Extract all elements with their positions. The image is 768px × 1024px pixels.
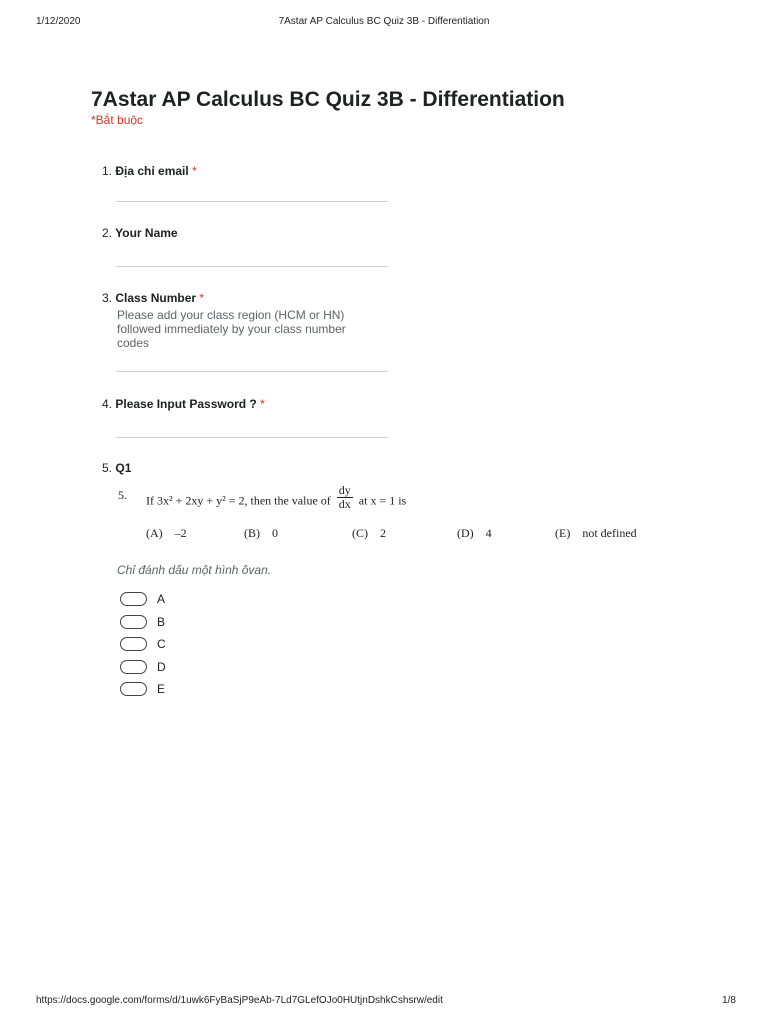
- print-header: [36, 16, 732, 30]
- option-a[interactable]: [120, 588, 166, 611]
- option-b[interactable]: [120, 611, 166, 634]
- password-input[interactable]: [116, 437, 388, 438]
- radio-oval[interactable]: [120, 592, 147, 606]
- choice-letter: (D): [457, 526, 474, 540]
- question-label: [102, 461, 682, 475]
- math-choice: [555, 526, 637, 541]
- question-number: 4.: [102, 397, 113, 411]
- radio-oval[interactable]: [120, 660, 147, 674]
- question-label: [102, 164, 682, 178]
- choice-value: –2: [174, 526, 187, 540]
- question-title: Class Number: [115, 291, 197, 305]
- form-title: 7Astar AP Calculus BC Quiz 3B - Differentiation: [91, 88, 565, 111]
- math-problem-number: 5.: [118, 488, 127, 502]
- radio-oval[interactable]: [120, 682, 147, 696]
- math-choice: [146, 526, 187, 541]
- question-number: 5.: [102, 461, 113, 475]
- page-number: 1/8: [722, 995, 736, 1006]
- option-d[interactable]: [120, 656, 166, 679]
- name-input[interactable]: [116, 266, 388, 267]
- question-title: Your Name: [115, 226, 178, 240]
- email-input[interactable]: [116, 201, 388, 202]
- option-label: C: [157, 637, 166, 652]
- question-label: [102, 397, 682, 411]
- question-label: [102, 291, 682, 305]
- question-password: [102, 397, 682, 411]
- choice-value: not defined: [582, 526, 637, 540]
- option-label: D: [157, 659, 166, 674]
- question-email: [102, 164, 682, 178]
- choice-letter: (A): [146, 526, 163, 540]
- required-marker: *: [199, 291, 205, 305]
- choice-value: 2: [380, 526, 386, 540]
- option-label: A: [157, 592, 166, 607]
- math-choice: [457, 526, 492, 541]
- option-label: E: [157, 682, 166, 697]
- math-choice: [244, 526, 278, 541]
- required-marker: *: [260, 397, 265, 411]
- choice-letter: (E): [555, 526, 571, 540]
- choice-value: 4: [485, 526, 492, 540]
- print-url: https://docs.google.com/forms/d/1uwk6FyBaSjP9eAb-7Ld7GLefOJo0HUtjnDshkCshsrw/edit: [36, 995, 443, 1006]
- required-note: *Bắt buộc: [91, 113, 144, 127]
- question-title: Please Input Password ?: [115, 397, 257, 411]
- math-problem-image: [118, 480, 678, 550]
- q1-options: [120, 588, 166, 701]
- math-stem-start: If 3x² + 2xy + y² = 2, then the value of: [146, 493, 331, 508]
- class-number-input[interactable]: [116, 371, 388, 372]
- question-number: 2.: [102, 226, 113, 240]
- radio-oval[interactable]: [120, 615, 147, 629]
- option-e[interactable]: [120, 678, 166, 701]
- choice-value: 0: [272, 526, 278, 540]
- math-choice: [352, 526, 386, 541]
- question-class-number: [102, 291, 682, 350]
- fraction-numerator: dy: [338, 483, 351, 497]
- question-number: 3.: [102, 291, 113, 305]
- required-marker: *: [192, 164, 197, 178]
- question-title: Địa chỉ email: [115, 164, 189, 178]
- option-label: B: [157, 614, 166, 629]
- dy-dx-fraction: [337, 484, 353, 511]
- option-c[interactable]: [120, 633, 166, 656]
- print-title: 7Astar AP Calculus BC Quiz 3B - Differentiation: [278, 16, 490, 27]
- question-label: [102, 226, 682, 240]
- radio-oval[interactable]: [120, 637, 147, 651]
- question-instruction: Chỉ đánh dấu một hình ôvan.: [117, 563, 272, 577]
- math-stem-end: at x = 1 is: [358, 493, 407, 508]
- question-description: Please add your class region (HCM or HN) followed immediately by your class number codes: [117, 308, 346, 350]
- question-number: 1.: [102, 164, 113, 178]
- choice-letter: (C): [352, 526, 368, 540]
- question-title: Q1: [115, 461, 132, 475]
- print-footer: [36, 995, 736, 1009]
- question-q1: [102, 461, 682, 475]
- choice-letter: (B): [244, 526, 260, 540]
- question-your-name: [102, 226, 682, 240]
- fraction-denominator: dx: [338, 497, 351, 511]
- print-date: 1/12/2020: [36, 16, 81, 27]
- math-problem-stem: [146, 483, 407, 515]
